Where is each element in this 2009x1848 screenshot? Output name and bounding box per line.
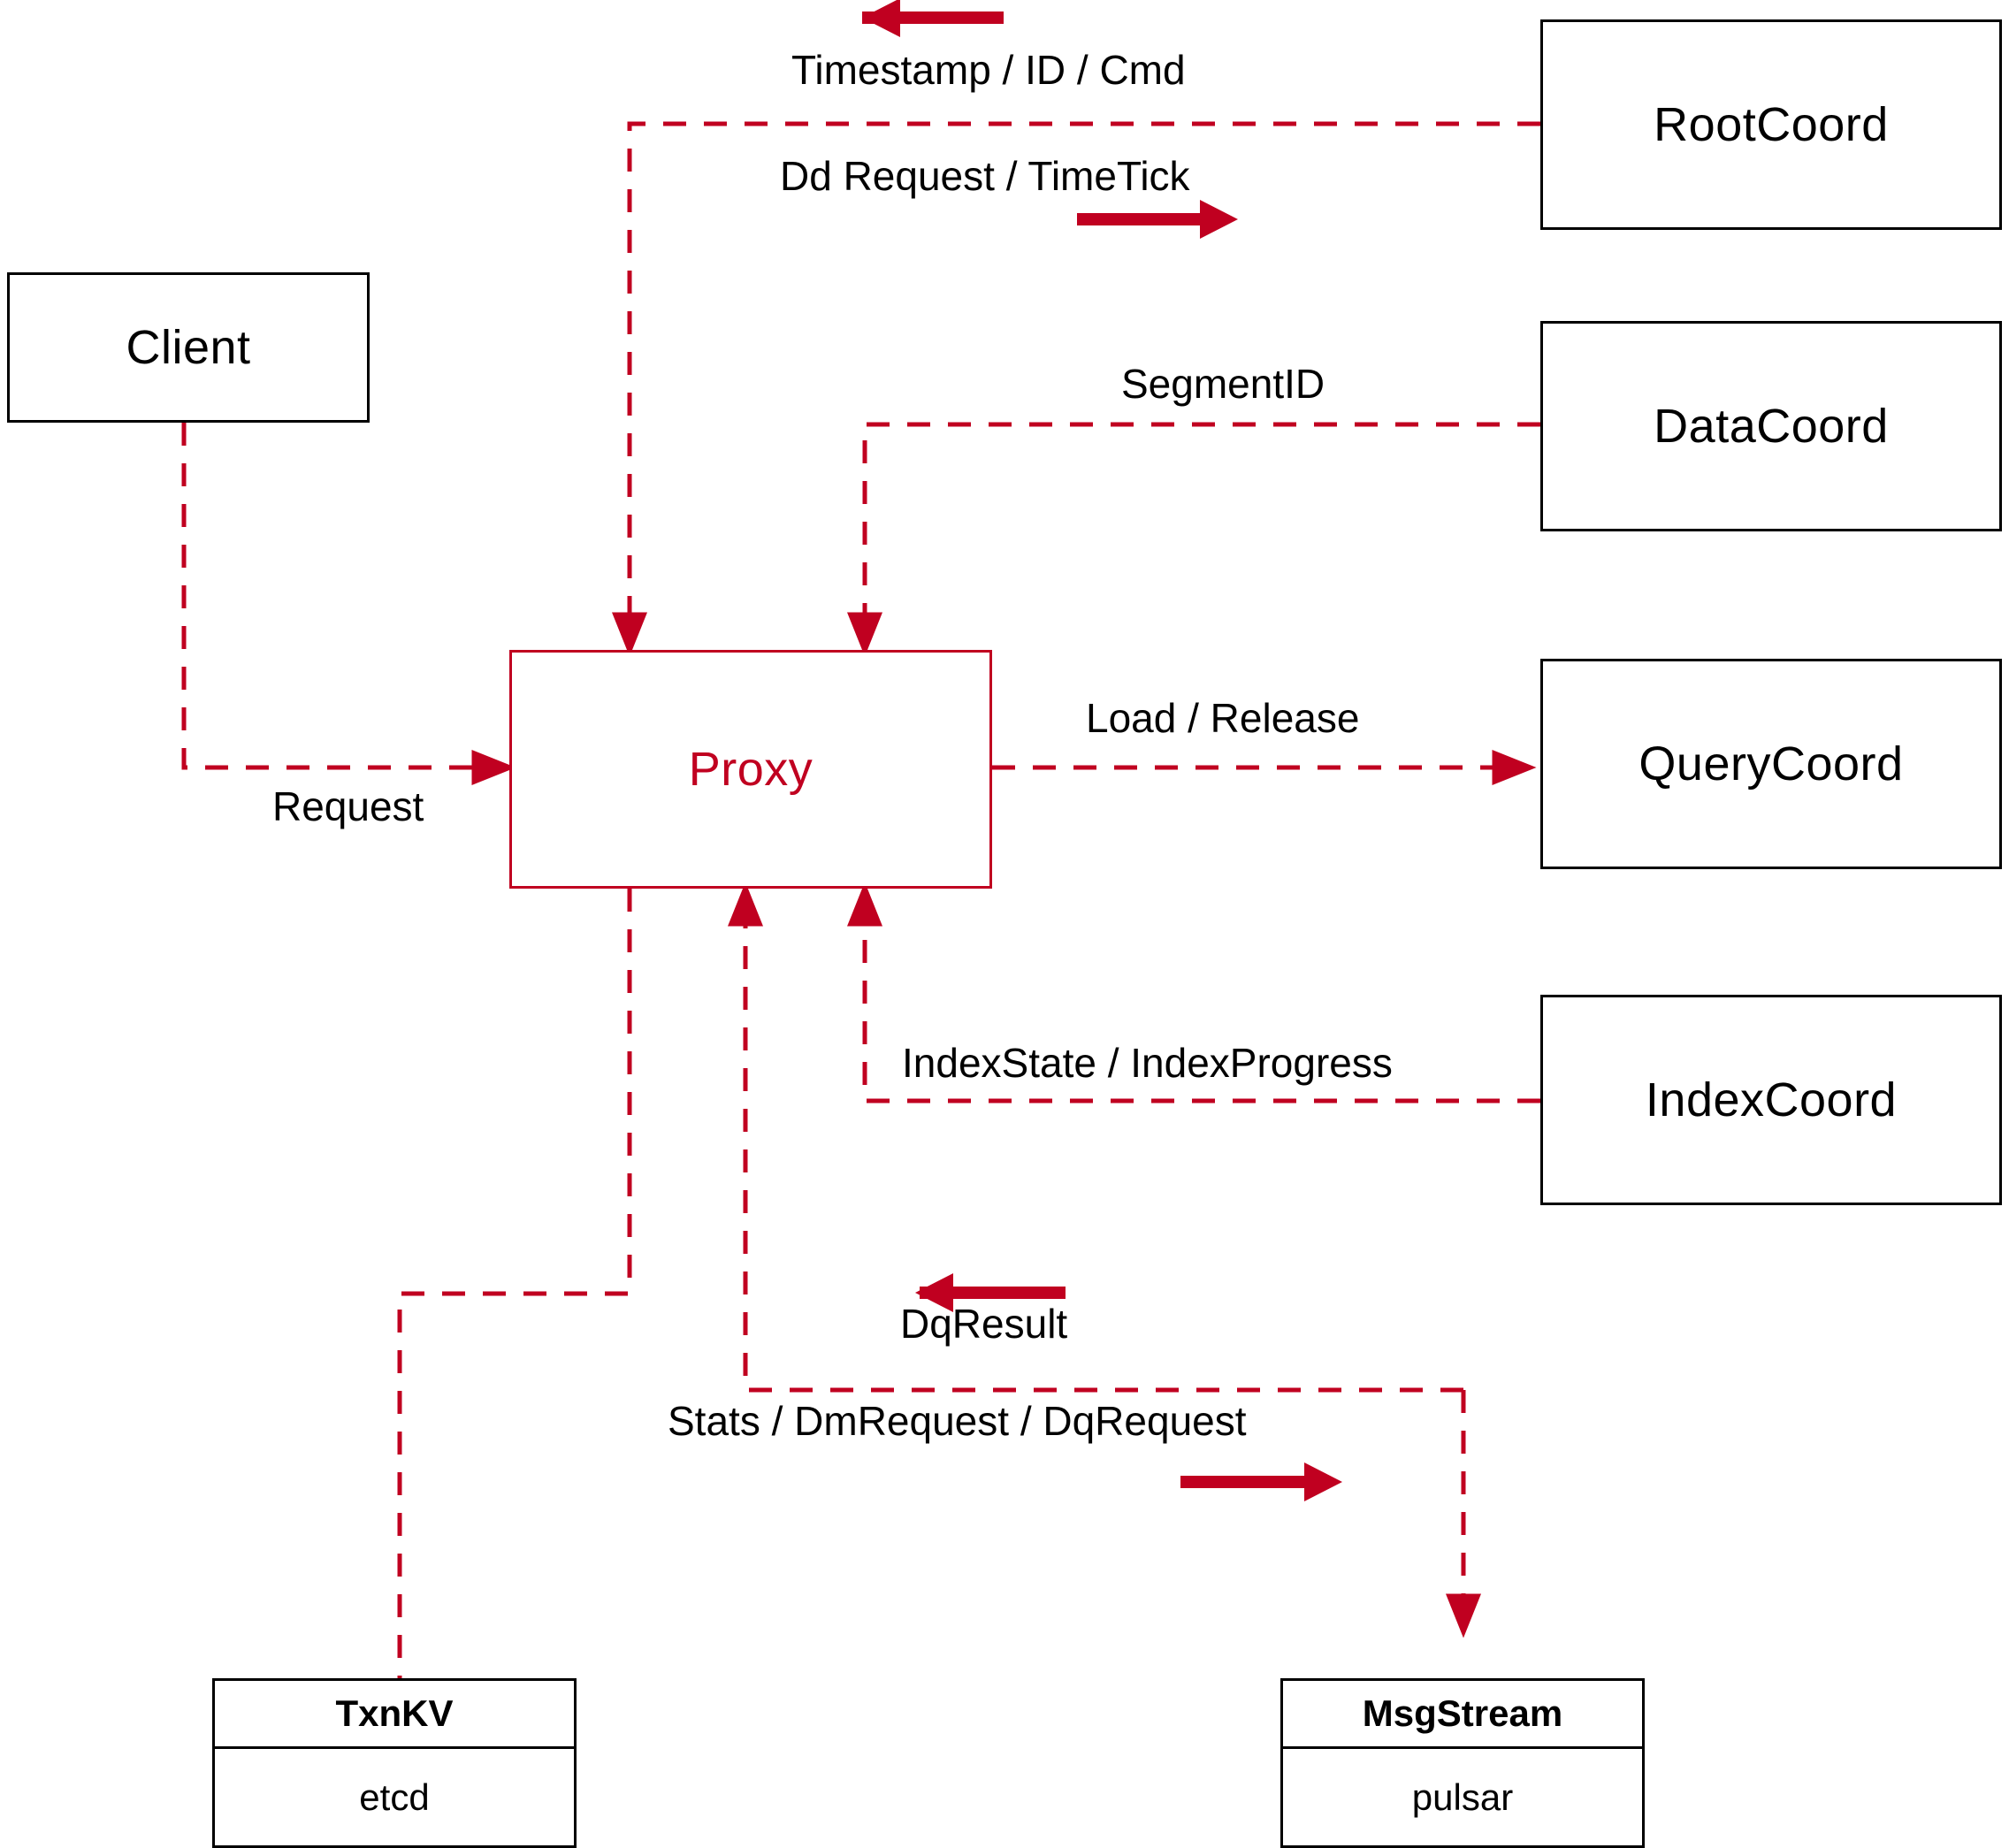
node-txnkv-title: TxnKV [215, 1681, 574, 1749]
node-msgstream-body: pulsar [1411, 1775, 1514, 1818]
edge-label-timestamp-id-cmd: Timestamp / ID / Cmd [791, 47, 1186, 93]
node-querycoord-label: QueryCoord [1639, 737, 1904, 790]
edge-label-stats-dmrequest-dqrequest: Stats / DmRequest / DqRequest [668, 1398, 1247, 1444]
edge-dq-result [745, 889, 1463, 1390]
edge-label-load-release: Load / Release [1086, 695, 1360, 741]
edge-label-dd-request-timetick: Dd Request / TimeTick [780, 153, 1190, 199]
edge-label-index-state-progress: IndexState / IndexProgress [902, 1040, 1393, 1086]
node-txnkv[interactable] [212, 1678, 577, 1848]
node-rootcoord-label: RootCoord [1654, 98, 1889, 151]
node-msgstream[interactable] [1280, 1678, 1645, 1848]
node-rootcoord[interactable] [1540, 19, 2002, 230]
node-querycoord[interactable] [1540, 659, 2002, 869]
node-client[interactable] [7, 272, 370, 423]
node-proxy-label: Proxy [688, 743, 814, 796]
edge-label-dq-result: DqResult [900, 1301, 1068, 1347]
direction-arrowhead-stats [1304, 1462, 1342, 1501]
direction-arrowhead-timestamp [862, 0, 900, 37]
edge-proxy-txnkv [400, 889, 630, 1678]
edge-label-segment-id: SegmentID [1121, 361, 1325, 407]
node-txnkv-body: etcd [359, 1775, 430, 1818]
edge-request [184, 423, 509, 767]
node-client-label: Client [126, 321, 251, 374]
edge-segment-id [865, 424, 1540, 650]
node-datacoord-label: DataCoord [1654, 400, 1889, 453]
edge-label-request: Request [272, 783, 424, 829]
node-datacoord[interactable] [1540, 321, 2002, 531]
direction-arrowhead-dd-request [1200, 200, 1238, 239]
node-indexcoord-label: IndexCoord [1645, 1073, 1898, 1126]
node-msgstream-title: MsgStream [1283, 1681, 1642, 1749]
node-indexcoord[interactable] [1540, 995, 2002, 1205]
edge-timestamp-id-cmd [630, 124, 1540, 650]
node-proxy[interactable] [509, 650, 992, 889]
